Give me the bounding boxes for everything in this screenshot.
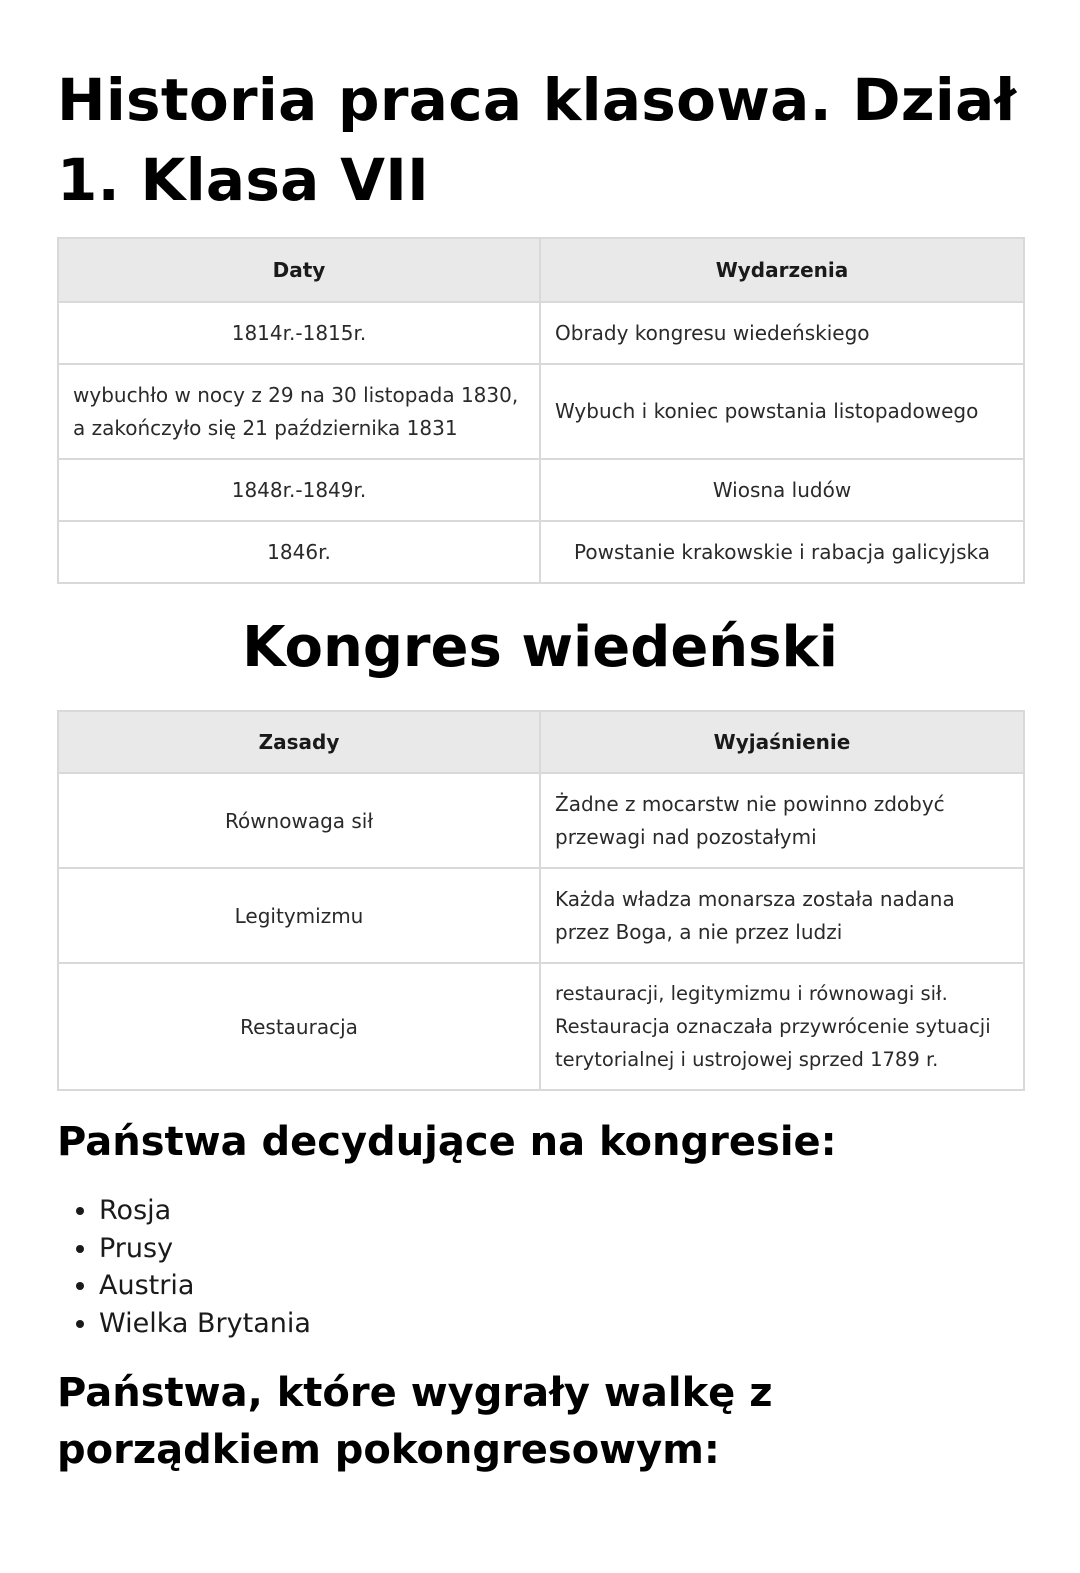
table-row [58,868,1024,963]
table-row [58,302,1024,364]
explanation-cell: restauracji, legitymizmu i równowagi sił. Restauracja oznaczała przywrócenie sytuacji terytorialnej i ustrojowej sprzed 1789 r. [540,963,1024,1090]
header-explanation: Wyjaśnienie [540,711,1024,773]
list-item: • Wielka Brytania [99,1305,311,1343]
winners-heading: Państwa, które wygrały walkę z porządkiem pokongresowym: [57,1370,773,1473]
table-row [58,521,1024,583]
states-list [57,1192,311,1342]
date-cell: 1814r.-1815r. [58,302,540,364]
page-title: Historia praca klasowa. Dział 1. Klasa VII [57,66,1017,214]
principle-cell: Równowaga sił [58,773,540,868]
table-row [58,773,1024,868]
table-header-row [58,711,1024,773]
event-cell: Wiosna ludów [540,459,1024,521]
principle-cell: Legitymizmu [58,868,540,963]
principle-cell: Restauracja [58,963,540,1090]
list-item: • Prusy [99,1230,311,1268]
event-cell: Wybuch i koniec powstania listopadowego [540,364,1024,459]
header-principles: Zasady [58,711,540,773]
date-cell: 1846r. [58,521,540,583]
table-row [58,459,1024,521]
explanation-cell: Każda władza monarsza została nadana przez Boga, a nie przez ludzi [540,868,1024,963]
table-row [58,364,1024,459]
table-row [58,963,1024,1090]
event-cell: Obrady kongresu wiedeńskiego [540,302,1024,364]
header-events: Wydarzenia [540,238,1024,302]
states-heading: Państwa decydujące na kongresie: [57,1119,837,1165]
principles-table [57,710,1025,1091]
date-cell: 1848r.-1849r. [58,459,540,521]
section-title: Kongres wiedeński [242,615,838,680]
header-dates: Daty [58,238,540,302]
list-item: • Austria [99,1267,311,1305]
dates-events-table [57,237,1025,584]
explanation-cell: Żadne z mocarstw nie powinno zdobyć przewagi nad pozostałymi [540,773,1024,868]
event-cell: Powstanie krakowskie i rabacja galicyjska [540,521,1024,583]
list-item: • Rosja [99,1192,311,1230]
table-header-row [58,238,1024,302]
date-cell: wybuchło w nocy z 29 na 30 listopada 1830, a zakończyło się 21 października 1831 [58,364,540,459]
